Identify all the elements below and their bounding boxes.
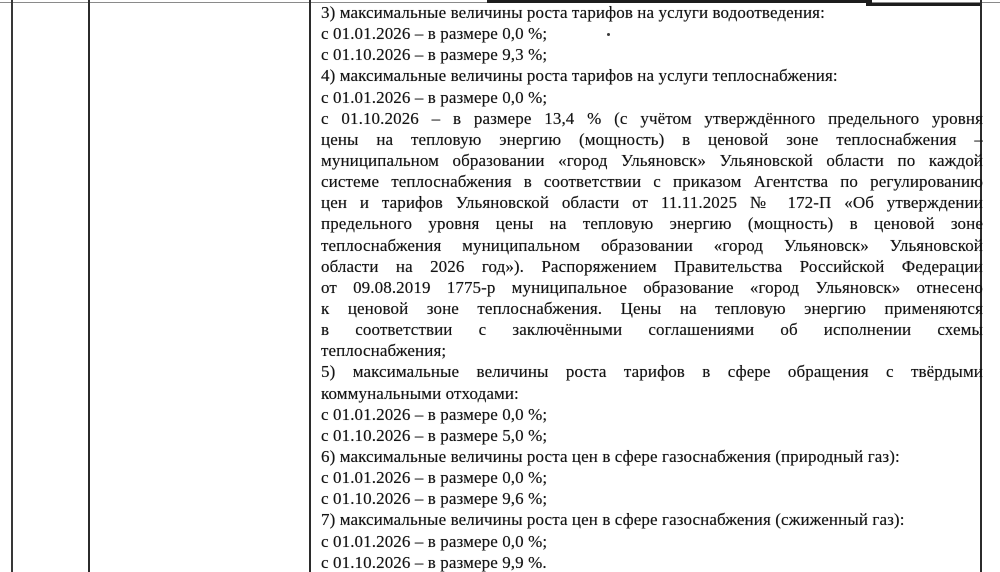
- text-line-13: области на 2026 год»). Распоряжением Правительства Российской Федерации: [321, 256, 983, 276]
- text-line-20: с 01.01.2026 – в размере 0,0 %;: [321, 404, 548, 424]
- table-cell-content: [312, 2, 983, 572]
- text-line-16: в соответствии с заключёнными соглашениями об исполнении схемы: [321, 320, 983, 340]
- table-cell-empty-2: [90, 0, 309, 572]
- text-line-18: 5) максимальные величины роста тарифов в сфере обращения с твёрдыми: [321, 362, 983, 382]
- text-line-27: с 01.10.2026 – в размере 9,9 %.: [321, 552, 547, 572]
- text-line-4: 4) максимальные величины роста тарифов на услуги теплоснабжения:: [321, 66, 838, 86]
- text-line-7: цены на тепловую энергию (мощность) в ценовой зоне теплоснабжения –: [321, 129, 983, 149]
- text-line-2: с 01.01.2026 – в размере 0,0 %;: [321, 24, 548, 44]
- text-line-22: 6) максимальные величины роста цен в сфере газоснабжения (природный газ):: [321, 446, 900, 466]
- text-line-10: цен и тарифов Ульяновской области от 11.11.2025 № 172-П «Об утверждении: [321, 193, 983, 213]
- text-line-17: теплоснабжения;: [321, 341, 447, 361]
- text-line-15: к ценовой зоне теплоснабжения. Цены на тепловую энергию применяются: [321, 298, 983, 318]
- text-line-12: теплоснабжения муниципальном образовании «город Ульяновск» Ульяновской: [321, 235, 983, 255]
- table-border-col2: [309, 0, 311, 572]
- scan-artifact-dot: [607, 33, 610, 36]
- text-line-5: с 01.01.2026 – в размере 0,0 %;: [321, 87, 548, 107]
- table-cell-empty-1: [13, 0, 88, 572]
- text-line-3: с 01.10.2026 – в размере 9,3 %;: [321, 45, 548, 65]
- text-line-1: 3) максимальные величины роста тарифов на услуги водоотведения:: [321, 3, 825, 22]
- text-line-21: с 01.10.2026 – в размере 5,0 %;: [321, 425, 548, 445]
- text-line-8: муниципальном образовании «город Ульяновск» Ульяновской области по каждой: [321, 150, 983, 170]
- text-line-26: с 01.01.2026 – в размере 0,0 %;: [321, 531, 548, 551]
- text-line-24: с 01.10.2026 – в размере 9,6 %;: [321, 489, 548, 509]
- text-line-9: системе теплоснабжения в соответствии с приказом Агентства по регулированию: [321, 172, 983, 192]
- text-line-19: коммунальными отходами:: [321, 383, 519, 403]
- text-line-25: 7) максимальные величины роста цен в сфере газоснабжения (сжиженный газ):: [321, 510, 905, 530]
- text-line-23: с 01.01.2026 – в размере 0,0 %;: [321, 468, 548, 488]
- text-line-11: предельного уровня цены на тепловую энергию (мощность) в ценовой зоне: [321, 214, 983, 234]
- text-line-6: с 01.10.2026 – в размере 13,4 % (с учётом утверждённого предельного уровня: [321, 108, 983, 128]
- text-line-14: от 09.08.2019 1775-р муниципальное образование «город Ульяновск» отнесено: [321, 277, 983, 297]
